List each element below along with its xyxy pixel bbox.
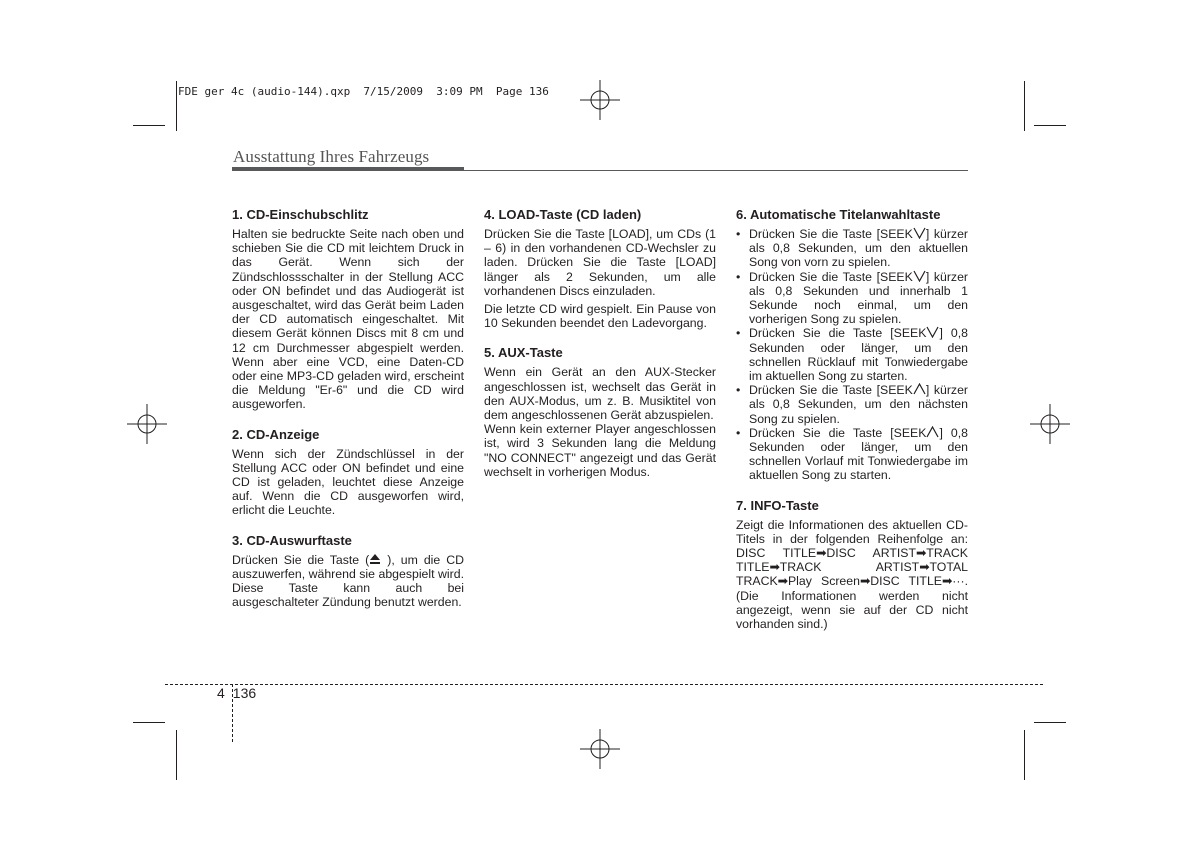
text-part: ] 0,8 Sekunden oder länger, um den schnellen Vorlauf mit Tonwiedergabe im aktuellen Song zu starten. [749,425,969,483]
list-item [736,326,968,383]
list-item [736,426,968,483]
section-text: Die letzte CD wird gespielt. Ein Pause von 10 Sekunden beendet den Ladevorgang. [484,302,716,331]
text-part: Drücken Sie die Taste [SEEK [749,383,913,398]
list-item [736,383,968,426]
text-part: Drücken Sie die Taste [SEEK [749,269,913,284]
section-cd-indicator [232,427,464,518]
crop-mark [133,125,165,126]
section-text [232,553,464,610]
section-seek-button [736,207,968,483]
text-part: Drücken Sie die Taste [SEEK [749,425,927,440]
crop-mark [1034,125,1066,126]
section-title: 1. CD-Einschubschlitz [232,207,369,222]
registration-mark-bottom [578,727,622,771]
bullet-list [736,227,968,483]
section-text: Drücken Sie die Taste [LOAD], um CDs (1 – 6) in den vorhandenen CD-Wechsler zu laden. Drücken Sie die Taste [LOAD] länger als 2 Sekunden, um alle vorhandenen Discs einzuladen. [484,227,716,298]
chevron-up-icon [926,426,939,438]
section-info-button [736,498,968,632]
text-part: ] kürzer als 0,8 Sekunden und innerhalb 1 Sekunde noch einmal, um den vorherigen Song zu spielen. [749,269,969,327]
section-aux-button [484,345,716,479]
eject-icon [369,553,381,565]
text-part: Drücken Sie die Taste [SEEK [749,227,913,241]
text-part: ), um die CD auszuwerfen, während sie abgespielt wird. Diese Taste kann auch bei ausgeschalteter Zündung benutzt werden. [232,552,464,610]
chevron-down-icon [913,227,926,239]
section-text: Zeigt die Informationen des aktuellen CD-Titels in der folgenden Reihenfolge an: DISC TITLE➡DISC ARTIST➡TRACK TITLE➡TRACK ARTIST➡TOTAL TRACK➡Play Screen➡DISC TITLE➡···.(Die Informationen werden nicht angezeigt, wenn sie auf der CD nicht vorhanden sind.) [736,517,968,632]
list-item [736,270,968,327]
page-number [217,685,256,701]
chevron-up-icon [913,383,926,395]
crop-mark [176,81,177,131]
header-bar [232,167,464,171]
crop-mark [1034,722,1066,723]
text-part: ] kürzer als 0,8 Sekunden, um den nächsten Song zu spielen. [749,383,969,426]
chapter-number: 4 [217,685,225,701]
section-eject-button [232,533,464,610]
header-rule [464,170,968,171]
text-part: ] kürzer als 0,8 Sekunden, um den aktuellen Song von vorn zu spielen. [749,227,969,270]
page-number-value: 136 [232,685,257,701]
column-1 [232,207,464,624]
text-part: Drücken Sie die Taste ( [232,552,370,567]
section-title: 3. CD-Auswurftaste [232,532,352,548]
print-slug-line: FDE ger 4c (audio-144).qxp 7/15/2009 3:09 PM Page 136 [178,85,549,98]
section-title: 7. INFO-Taste [736,497,819,513]
crop-mark [1024,730,1025,780]
section-text: Wenn sich der Zündschlüssel in der Stellung ACC oder ON befindet und eine CD ist geladen, leuchtet diese Anzeige auf. Wenn die CD ausgeworfen wird, erlicht die Leuchte. [232,446,464,518]
text-part: Drücken Sie die Taste [SEEK [749,326,927,341]
column-3 [736,207,968,646]
page-header-title: Ausstattung Ihres Fahrzeugs [233,147,430,166]
section-load-button [484,207,716,330]
registration-mark-left [125,402,169,446]
column-2 [484,207,716,494]
crop-mark [133,722,165,723]
section-title: 4. LOAD-Taste (CD laden) [484,207,642,222]
chevron-down-icon [913,270,926,282]
section-text: Wenn ein Gerät an den AUX-Stecker angeschlossen ist, wechselt das Gerät in den AUX-Modus, um z. B. Musiktitel von dem angeschlossenen Gerät abzuspielen. [484,365,716,423]
registration-mark-top [578,78,622,122]
registration-mark-right [1028,402,1072,446]
footer-rule [165,684,1043,685]
section-text: Wenn kein externer Player angeschlossen ist, wird 3 Sekunden lang die Meldung "NO CONNECT" angezeigt und das Gerät wechselt in vorherigen Modus. [484,422,716,479]
section-title: 5. AUX-Taste [484,345,563,361]
section-text: Halten sie bedruckte Seite nach oben und schieben Sie die CD mit leichtem Druck in das Gerät. Wenn sich der Zündschlossschalter in der Stellung ACC oder ON befindet und das Audiogerät ist ausgeschaltet, wird das Gerät beim Laden der CD automatisch eingeschaltet. Mit diesem Gerät können Discs mit 8 cm und 12 cm Durchmesser abgespielt werden. Wenn aber eine VCD, eine Daten-CD oder eine MP3-CD geladen wird, erscheint die Meldung "Er-6" und die CD wird ausgeworfen. [232,227,464,412]
chevron-down-icon [926,326,939,338]
section-title: 6. Automatische Titelanwahltaste [736,207,941,222]
section-cd-slot [232,207,464,412]
crop-mark [1024,81,1025,131]
list-item [736,227,968,270]
section-title: 2. CD-Anzeige [232,426,320,442]
crop-mark [176,730,177,780]
text-part: ] 0,8 Sekunden oder länger, um den schnellen Rücklauf mit Tonwiedergabe im aktuellen Song zu starten. [749,326,969,384]
